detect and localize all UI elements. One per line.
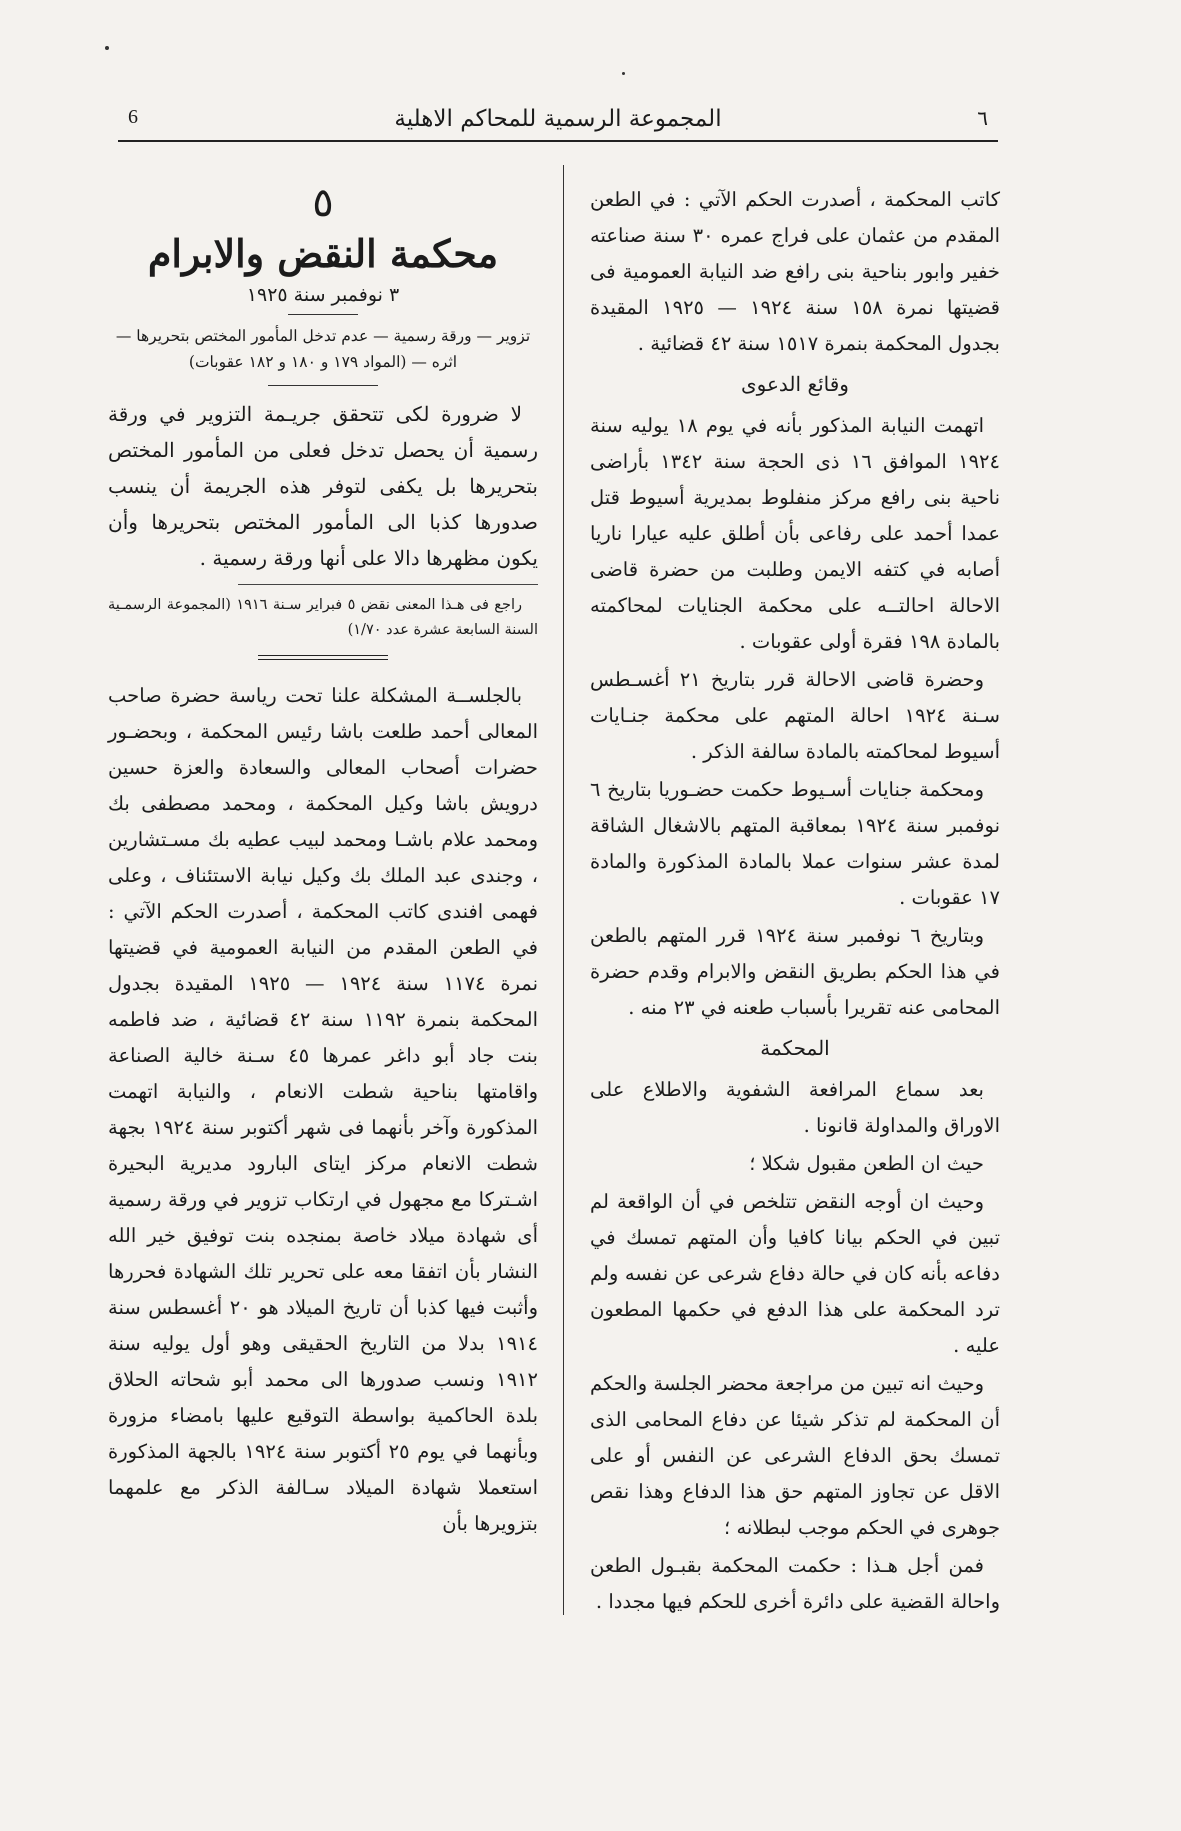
- double-divider: [258, 655, 388, 660]
- paragraph: وبتاريخ ٦ نوفمبر سنة ١٩٢٤ قرر المتهم بالطعن في هذا الحكم بطريق النقض والابرام وقدم حضرة المحامى عنه تقريرا بأسباب طعنه في ٢٣ منه .: [590, 924, 1000, 1019]
- keywords-line: اثره — (المواد ١٧٩ و ١٨٠ و ١٨٢ عقوبات): [188, 353, 458, 371]
- paragraph: وحيث ان أوجه النقض تتلخص في أن الواقعة لم تبين في الحكم بيانا كافيا وأن المتهم تمسك في دفاعه بأنه كان في حالة دفاع شرعى عن نفسه ولم ترد المحكمة على هذا الدفع في حكمها المطعون عليه .: [590, 1190, 1000, 1357]
- page-number-arabic: ٦: [977, 106, 988, 130]
- court-heading: المحكمة: [760, 1036, 830, 1060]
- keywords-line: تزوير — ورقة رسمية — عدم تدخل المأمور المختص بتحريرها —: [115, 327, 531, 345]
- legal-principle: لا ضرورة لكى تتحقق جريـمة التزوير في ورقة رسمية أن يحصل تدخل فعلى من المأمور المختص بتحريرها بل يكفى لتوفر هذه الجريمة أن ينسب صدورها كذبا الى المأمور المختص بتحريرها وأن يكون مظهرها دالا على أنها ورقة رسمية .: [108, 402, 538, 570]
- paragraph: فمن أجل هـذا : حكمت المحكمة بقبـول الطعن واحالة القضية على دائرة أخرى للحكم فيها مجددا .: [590, 1554, 1000, 1613]
- paragraph: اتهمت النيابة المذكور بأنه في يوم ١٨ يوليه سنة ١٩٢٤ الموافق ١٦ ذى الحجة سنة ١٣٤٢ بأراضى ناحية بنى رافع مركز منفلوط بمديرية أسيوط قتل عمدا أحمد على رفاعى بأن أطلق عليه عيارا ناريا أصابه في كتفه الايمن وطلبت من حضرة قاضى الاحالة احالتــه على محكمة الجنايات لمحاكمته بالمادة ١٩٨ فقرة أولى عقوبات .: [590, 414, 1000, 653]
- column-divider: [563, 165, 564, 1615]
- facts-heading: وقائع الدعوى: [741, 372, 849, 396]
- page-number-latin: 6: [128, 106, 138, 128]
- reference-note: راجع فى هـذا المعنى نقض ٥ فبراير سـنة ١٩١٦ (المجموعة الرسمـية السنة السابعة عشرة عدد ١/٧٠): [108, 597, 538, 638]
- page-header: [118, 100, 998, 142]
- print-speck: [622, 72, 625, 75]
- paragraph: بعد سماع المرافعة الشفوية والاطلاع على الاوراق والمداولة قانونا .: [590, 1078, 1000, 1137]
- print-speck: [105, 46, 109, 50]
- divider: [238, 584, 538, 585]
- paragraph: وحضرة قاضى الاحالة قرر بتاريخ ٢١ أغسـطس سـنة ١٩٢٤ احالة المتهم على محكمة جنـايات أسيوط لمحاكمته بالمادة سالفة الذكر .: [590, 668, 1001, 763]
- left-column: [108, 182, 538, 1544]
- paragraph: حيث ان الطعن مقبول شكلا ؛: [749, 1152, 984, 1175]
- divider: [288, 314, 358, 315]
- court-name: محكمة النقض والابرام: [147, 231, 499, 276]
- paragraph: ومحكمة جنايات أسـيوط حكمت حضـوريا بتاريخ ٦ نوفمبر سنة ١٩٢٤ بمعاقبة المتهم بالاشغال الشاقة لمدة عشر سنوات عملا بالمادة المذكورة والمادة ١٧ عقوبات .: [590, 778, 1000, 909]
- running-title: المجموعة الرسمية للمحاكم الاهلية: [394, 106, 722, 132]
- judgment-date: ٣ نوفمبر سنة ١٩٢٥: [246, 284, 400, 306]
- paragraph: بالجلســة المشكلة علنا تحت رياسة حضرة صاحب المعالى أحمد طلعت باشا رئيس المحكمة ، وبحضـور حضرات أصحاب المعالى والسعادة والعزة حسين درويش باشا وكيل المحكمة ، ومحمد مصطفى بك ومحمد علام باشـا ومحمد لبيب عطيه بك مسـتشارين ، وجندى عبد الملك بك وكيل نيابة الاستئناف ، وعلى فهمى افندى كاتب المحكمة ، أصدرت الحكم الآتي : في الطعن المقدم من النيابة العمومية في قضيتها نمرة ١١٧٤ سنة ١٩٢٤ — ١٩٢٥ المقيدة بجدول المحكمة بنمرة ١١٩٢ سنة ٤٢ قضائية ، ضد فاطمه بنت جاد أبو داغر عمرها ٤٥ سـنة خالية الصناعة واقامتها بناحية شطت الانعام ، والنيابة اتهمت المذكورة وآخر بأنهما فى شهر أكتوبر سنة ١٩٢٤ بجهة شطت الانعام مركز ايتاى البارود مديرية البحيرة اشـتركا مع مجهول في ارتكاب تزوير في ورقة رسمية أى شهادة ميلاد خاصة بمنجده بنت توفيق خير الله النشار بأن اتفقا معه على تحرير تلك الشهادة فحررها وأثبت فيها كذبا أن تاريخ الميلاد هو ٢٠ أغسطس سنة ١٩١٤ بدلا من التاريخ الحقيقى وهو أول يوليه سنة ١٩١٢ ونسب صدورها الى محمد أبو شحاته الحلاق بلدة الحاكمية بواسطة التوقيع عليها بامضاء مزورة وبأنهما في يوم ٢٥ أكتوبر سنة ١٩٢٤ بالجهة المذكورة استعملا شهادة الميلاد سـالفة الذكر مع علمهما بتزويرها بأن: [108, 684, 538, 1535]
- paragraph: وحيث انه تبين من مراجعة محضر الجلسة والحكم أن المحكمة لم تذكر شيئا عن دفاع المحامى الذى تمسك بحق الدفاع الشرعى عن النفس أو على الاقل عن تجاوز المتهم حق هذا الدفاع وهذا نقص جوهرى في الحكم موجب لبطلانه ؛: [590, 1372, 1000, 1539]
- case-number: ٥: [312, 180, 334, 226]
- divider: [268, 385, 378, 386]
- paragraph: كاتب المحكمة ، أصدرت الحكم الآتي : في الطعن المقدم من عثمان على فراج عمره ٣٠ سنة صناعته خفير وابور بناحية بنى رافع ضد النيابة العمومية فى قضيتها نمرة ١٥٨ سنة ١٩٢٤ — ١٩٢٥ المقيدة بجدول المحكمة بنمرة ١٥١٧ سنة ٤٢ قضائية .: [590, 188, 1000, 355]
- keywords: [108, 323, 538, 375]
- right-column: [590, 182, 1000, 1622]
